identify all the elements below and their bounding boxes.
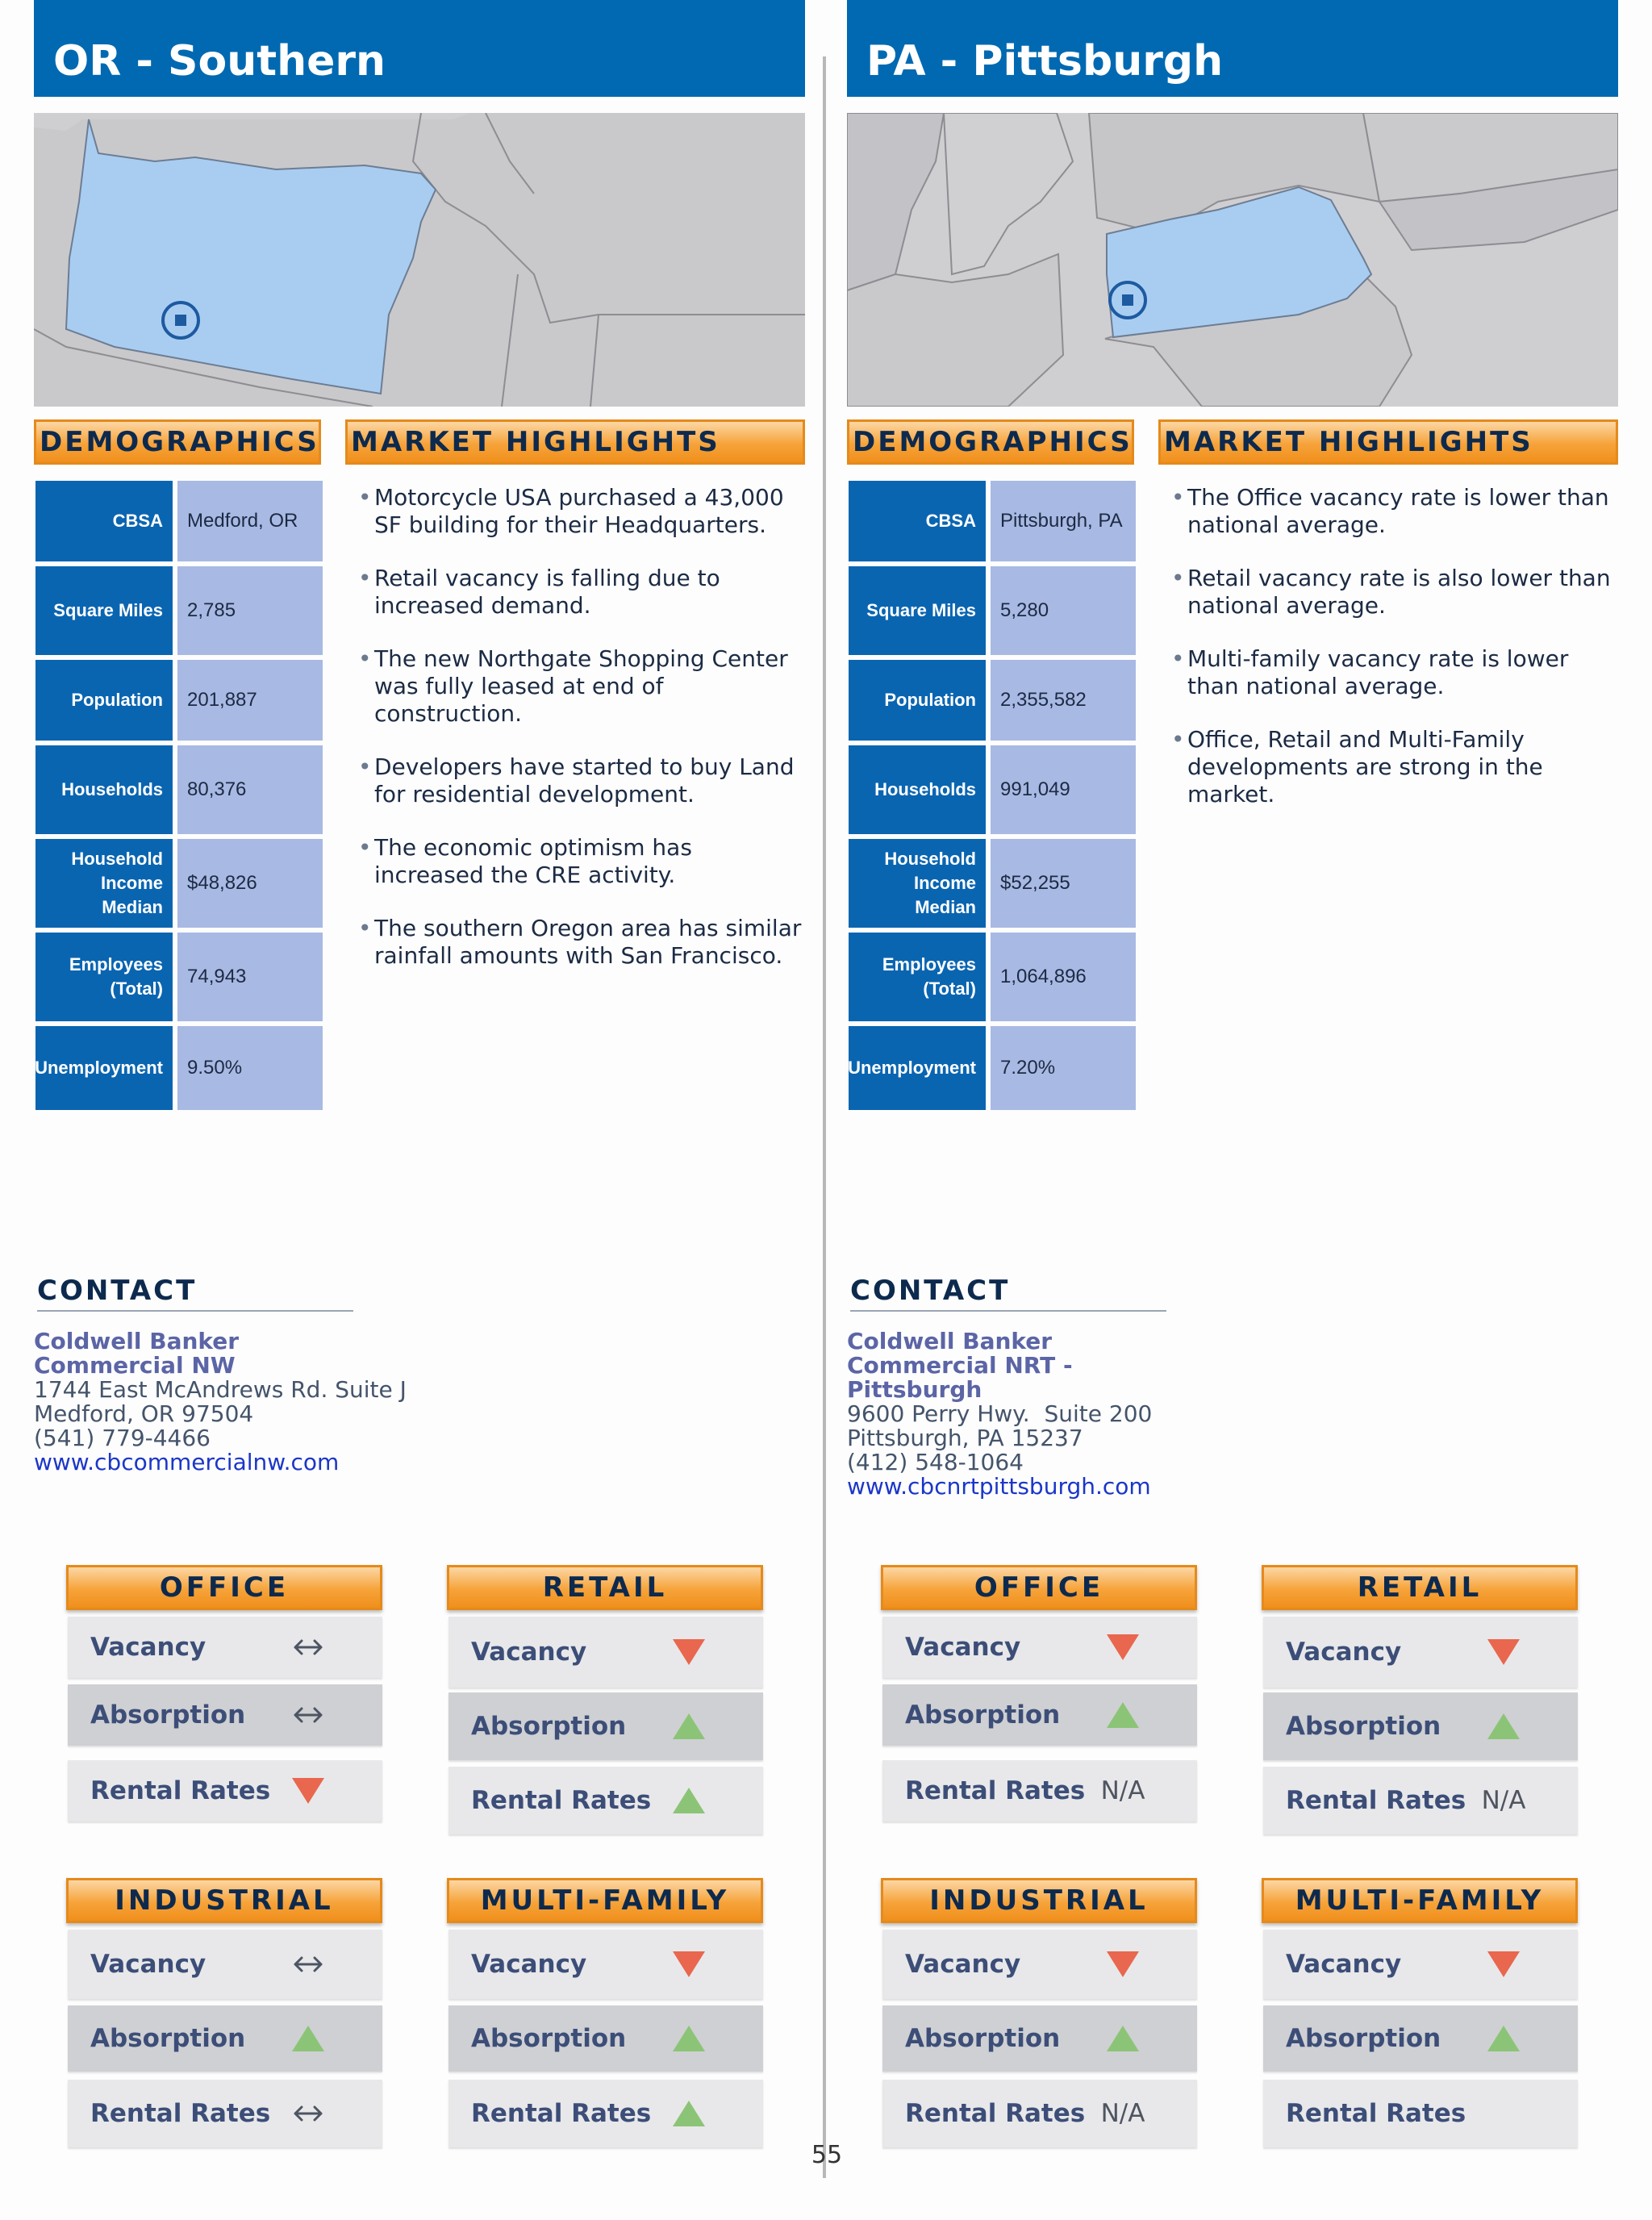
indicator-label: Absorption: [1286, 2024, 1441, 2053]
contact-heading: CONTACT: [850, 1275, 1166, 1312]
demographics-row: [35, 566, 323, 655]
indicator-label: Vacancy: [90, 1950, 206, 1979]
highlight-item: • Developers have started to buy Land for residential development.: [357, 753, 808, 808]
down-arrow-icon: [657, 1636, 721, 1668]
oregon-map: [34, 113, 805, 407]
indicator-label: Vacancy: [905, 1633, 1021, 1662]
down-arrow-icon: [1471, 1948, 1536, 1980]
indicator-row: [448, 2005, 763, 2072]
indicator-label: Rental Rates: [90, 2099, 271, 2128]
trend-indicator: N/A: [1100, 1776, 1145, 1805]
demographics-value: 74,943: [177, 933, 323, 1021]
indicator-label: Rental Rates: [90, 1776, 271, 1805]
indicator-row: [882, 1930, 1197, 1999]
indicator-row: [1263, 2005, 1578, 2072]
office-card: [66, 1565, 382, 1805]
up-arrow-icon: [1471, 1710, 1536, 1742]
demographics-row: [35, 933, 323, 1021]
demographics-row: [849, 745, 1136, 834]
demographics-label: Employees (Total): [35, 933, 173, 1021]
indicator-label: Absorption: [905, 1700, 1061, 1730]
highlight-item: • The economic optimism has increased the CRE activity.: [357, 834, 808, 889]
contact-website-link[interactable]: www.cbcnrtpittsburgh.com: [847, 1473, 1151, 1500]
market-map: [34, 113, 805, 407]
indicator-row: [448, 1930, 763, 1999]
demographics-label: Household Income Median: [849, 839, 986, 928]
indicator-row: [68, 1617, 382, 1678]
demographics-value: Medford, OR: [177, 481, 323, 561]
indicator-row: [1263, 1692, 1578, 1760]
demographics-value: 5,280: [991, 566, 1136, 655]
indicator-label: Absorption: [471, 1712, 627, 1741]
demographics-value: 201,887: [177, 660, 323, 741]
market-column-left: [34, 0, 805, 2220]
indicator-row: [882, 1760, 1197, 1821]
indicator-row: [1263, 1930, 1578, 1999]
demographics-value: Pittsburgh, PA: [991, 481, 1136, 561]
indicator-label: Absorption: [90, 1700, 246, 1730]
demographics-row: [849, 1026, 1136, 1110]
page-number: 55: [811, 2141, 843, 2169]
down-arrow-icon: [1091, 1948, 1155, 1980]
contact-heading: CONTACT: [37, 1275, 353, 1312]
highlight-item: • Motorcycle USA purchased a 43,000 SF building for their Headquarters.: [357, 484, 808, 539]
demographics-row: [849, 566, 1136, 655]
up-arrow-icon: [657, 2097, 721, 2130]
demographics-label: Household Income Median: [35, 839, 173, 928]
contact-company: Coldwell Banker Commercial NRT - Pittsburgh: [847, 1328, 1073, 1403]
demographics-heading: DEMOGRAPHICS: [34, 419, 321, 465]
trend-indicator: N/A: [1100, 2099, 1145, 2128]
demographics-row: [849, 933, 1136, 1021]
market-highlights-heading: MARKET HIGHLIGHTS: [1158, 419, 1618, 465]
demographics-label: Square Miles: [849, 566, 986, 655]
contact-address-line1: 9600 Perry Hwy. Suite 200: [847, 1400, 1153, 1427]
indicator-row: [882, 2080, 1197, 2147]
market-title: OR - Southern: [34, 0, 805, 97]
indicator-row: [1263, 1767, 1578, 1834]
indicator-row: [1263, 2080, 1578, 2147]
demographics-label: Employees (Total): [849, 933, 986, 1021]
market-highlights-heading: MARKET HIGHLIGHTS: [345, 419, 805, 465]
indicator-row: [68, 2080, 382, 2147]
indicator-label: Vacancy: [471, 1638, 587, 1667]
demographics-value: $48,826: [177, 839, 323, 928]
indicator-row: [68, 2005, 382, 2072]
contact-address-line2: Medford, OR 97504: [34, 1400, 254, 1427]
indicator-row: [68, 1760, 382, 1821]
up-arrow-icon: [1471, 2022, 1536, 2055]
indicator-label: Vacancy: [471, 1950, 587, 1979]
indicator-row: [448, 2080, 763, 2147]
indicator-row: [68, 1684, 382, 1746]
market-highlights-list: [357, 484, 808, 995]
indicator-label: Vacancy: [905, 1950, 1021, 1979]
up-arrow-icon: [1091, 1699, 1155, 1731]
card-title: INDUSTRIAL: [881, 1878, 1197, 1923]
highlight-item: • Retail vacancy rate is also lower than national average.: [1170, 565, 1621, 620]
demographics-label: Unemployment: [35, 1026, 173, 1110]
indicator-label: Vacancy: [1286, 1950, 1402, 1979]
demographics-row: [849, 481, 1136, 561]
left-right-arrow-icon: [276, 1699, 340, 1731]
card-title: RETAIL: [447, 1565, 763, 1610]
indicator-label: Vacancy: [1286, 1638, 1402, 1667]
multi-family-card: [1262, 1878, 1578, 2128]
indicator-row: [882, 1684, 1197, 1746]
pennsylvania-map: [847, 113, 1618, 407]
highlight-item: • Office, Retail and Multi-Family developments are strong in the market.: [1170, 726, 1621, 808]
indicator-label: Rental Rates: [905, 1776, 1086, 1805]
card-title: INDUSTRIAL: [66, 1878, 382, 1923]
left-right-arrow-icon: [276, 1631, 340, 1663]
indicator-label: Absorption: [471, 2024, 627, 2053]
contact-phone: (412) 548-1064: [847, 1449, 1024, 1475]
up-arrow-icon: [276, 2022, 340, 2055]
left-right-arrow-icon: [276, 1948, 340, 1980]
indicator-row: [448, 1767, 763, 1834]
up-arrow-icon: [657, 1710, 721, 1742]
demographics-label: CBSA: [35, 481, 173, 561]
indicator-row: [68, 1930, 382, 1999]
contact-block: [34, 1329, 599, 1475]
up-arrow-icon: [657, 1784, 721, 1817]
demographics-value: 1,064,896: [991, 933, 1136, 1021]
contact-address-line2: Pittsburgh, PA 15237: [847, 1425, 1083, 1451]
card-title: MULTI-FAMILY: [447, 1878, 763, 1923]
up-arrow-icon: [657, 2022, 721, 2055]
industrial-card: [66, 1878, 382, 2128]
contact-phone: (541) 779-4466: [34, 1425, 211, 1451]
demographics-row: [849, 660, 1136, 741]
highlight-item: • The Office vacancy rate is lower than national average.: [1170, 484, 1621, 539]
highlight-item: • The southern Oregon area has similar rainfall amounts with San Francisco.: [357, 915, 808, 970]
demographics-row: [35, 660, 323, 741]
down-arrow-icon: [1471, 1636, 1536, 1668]
market-highlights-list: [1170, 484, 1621, 834]
demographics-row: [849, 839, 1136, 928]
demographics-label: Population: [35, 660, 173, 741]
contact-address-line1: 1744 East McAndrews Rd. Suite J: [34, 1376, 407, 1403]
market-title: PA - Pittsburgh: [847, 0, 1618, 97]
card-title: RETAIL: [1262, 1565, 1578, 1610]
indicator-row: [448, 1617, 763, 1688]
retail-card: [1262, 1565, 1578, 1815]
indicator-label: Rental Rates: [1286, 1786, 1466, 1815]
indicator-label: Rental Rates: [471, 2099, 652, 2128]
demographics-label: Households: [849, 745, 986, 834]
demographics-label: CBSA: [849, 481, 986, 561]
contact-website-link[interactable]: www.cbcommercialnw.com: [34, 1449, 340, 1475]
down-arrow-icon: [1091, 1631, 1155, 1663]
indicator-label: Absorption: [905, 2024, 1061, 2053]
indicator-label: Absorption: [90, 2024, 246, 2053]
demographics-row: [35, 481, 323, 561]
office-card: [881, 1565, 1197, 1805]
column-divider: [823, 56, 826, 2178]
demographics-heading: DEMOGRAPHICS: [847, 419, 1134, 465]
demographics-label: Square Miles: [35, 566, 173, 655]
card-title: OFFICE: [881, 1565, 1197, 1610]
industrial-card: [881, 1878, 1197, 2128]
indicator-row: [1263, 1617, 1578, 1688]
demographics-row: [35, 1026, 323, 1110]
demographics-value: 7.20%: [991, 1026, 1136, 1110]
highlight-item: • Retail vacancy is falling due to increased demand.: [357, 565, 808, 620]
indicator-label: Rental Rates: [905, 2099, 1086, 2128]
trend-indicator: N/A: [1481, 1786, 1526, 1815]
demographics-value: 991,049: [991, 745, 1136, 834]
demographics-value: 9.50%: [177, 1026, 323, 1110]
indicator-label: Vacancy: [90, 1633, 206, 1662]
demographics-row: [35, 839, 323, 928]
up-arrow-icon: [1091, 2022, 1155, 2055]
down-arrow-icon: [657, 1948, 721, 1980]
indicator-label: Rental Rates: [471, 1786, 652, 1815]
highlight-item: • Multi-family vacancy rate is lower than national average.: [1170, 645, 1621, 700]
contact-company: Coldwell Banker Commercial NW: [34, 1328, 240, 1379]
demographics-value: 2,785: [177, 566, 323, 655]
down-arrow-icon: [276, 1775, 340, 1807]
market-column-right: [847, 0, 1618, 2220]
demographics-row: [35, 745, 323, 834]
demographics-value: 2,355,582: [991, 660, 1136, 741]
indicator-row: [882, 1617, 1197, 1678]
highlight-item: • The new Northgate Shopping Center was fully leased at end of construction.: [357, 645, 808, 728]
demographics-label: Unemployment: [849, 1026, 986, 1110]
demographics-label: Population: [849, 660, 986, 741]
demographics-value: $52,255: [991, 839, 1136, 928]
contact-block: [847, 1329, 1412, 1499]
retail-card: [447, 1565, 763, 1815]
demographics-value: 80,376: [177, 745, 323, 834]
multi-family-card: [447, 1878, 763, 2128]
market-map: [847, 113, 1618, 407]
demographics-label: Households: [35, 745, 173, 834]
indicator-label: Absorption: [1286, 1712, 1441, 1741]
left-right-arrow-icon: [276, 2097, 340, 2130]
card-title: OFFICE: [66, 1565, 382, 1610]
indicator-label: Rental Rates: [1286, 2099, 1466, 2128]
indicator-row: [448, 1692, 763, 1760]
card-title: MULTI-FAMILY: [1262, 1878, 1578, 1923]
indicator-row: [882, 2005, 1197, 2072]
